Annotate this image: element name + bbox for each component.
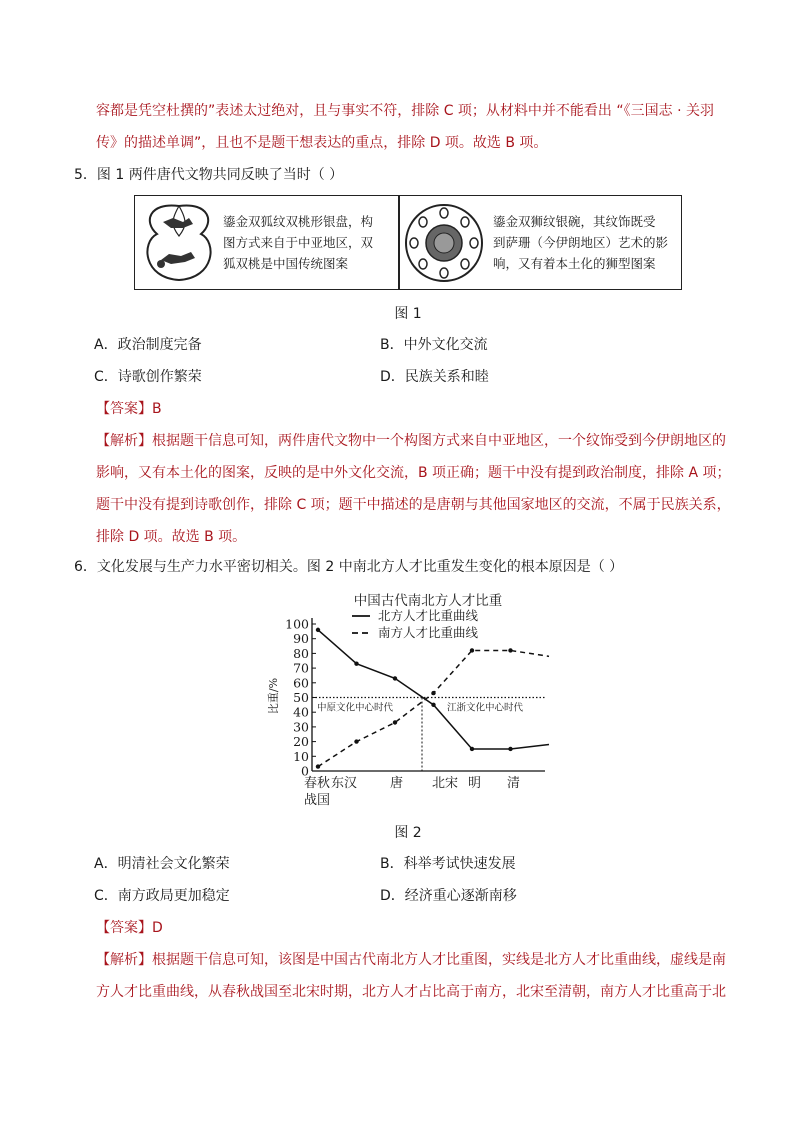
q5-option-b[interactable]: B．中外文化交流 bbox=[380, 337, 488, 353]
figure-1-right-desc-line-2: 到萨珊（今伊朗地区）艺术的影 bbox=[493, 235, 669, 250]
figure-1-right-desc-line-3: 响，又有着本土化的狮型图案 bbox=[493, 256, 656, 271]
prev-analysis-line-2: 传》的描述单调”，且也不是题干想表达的重点，排除 D 项。故选 B 项。 bbox=[96, 135, 548, 151]
x-tick-label-2: 唐 bbox=[390, 776, 404, 791]
figure-1-divider bbox=[398, 196, 400, 289]
q6-analysis-line-1: 【解析】根据题干信息可知，该图是中国古代南北方人才比重图，实线是北方人才比重曲线，虚线是南 bbox=[96, 952, 726, 968]
figure-1-left-desc-line-3: 狐双桃是中国传统图案 bbox=[223, 256, 349, 271]
y-tick-label-6: 60 bbox=[293, 675, 309, 691]
y-tick-label-9: 90 bbox=[293, 631, 309, 647]
q5-option-d[interactable]: D．民族关系和睦 bbox=[380, 369, 489, 385]
y-tick-label-0: 0 bbox=[301, 763, 309, 779]
q6-analysis-line-2: 方人才比重曲线，从春秋战国至北宋时期，北方人才占比高于南方，北宋至清朝，南方人才比重高于北 bbox=[96, 984, 726, 1000]
q5-option-c[interactable]: C．诗歌创作繁荣 bbox=[94, 369, 202, 385]
figure-1-right-desc-line-1: 鎏金双狮纹银碗，其纹饰既受 bbox=[493, 214, 656, 229]
q5-option-a[interactable]: A．政治制度完备 bbox=[94, 337, 202, 353]
q6-answer: 【答案】D bbox=[96, 920, 163, 936]
y-tick-label-10: 100 bbox=[285, 616, 309, 632]
legend-label-1: 南方人才比重曲线 bbox=[378, 625, 479, 640]
series-0-point-4 bbox=[470, 747, 474, 751]
prev-analysis-line-1: 容都是凭空杜撰的”表述太过绝对，且与事实不符，排除 C 项；从材料中并不能看出 “《三国志 · 关羽 bbox=[96, 103, 714, 119]
q5-analysis-line-2: 影响，又有本土化的图案，反映的是中外文化交流，B 项正确；题干中没有提到政治制度，排除 A 项； bbox=[96, 465, 731, 481]
x-tick-label-0a: 春秋 bbox=[304, 776, 331, 791]
series-0-point-2 bbox=[393, 676, 397, 680]
series-1-point-0 bbox=[316, 764, 320, 768]
series-1-point-1 bbox=[354, 739, 358, 743]
series-1-point-5 bbox=[508, 648, 512, 652]
figure-2-caption: 图 2 bbox=[394, 825, 422, 841]
y-tick-label-7: 70 bbox=[293, 660, 309, 676]
series-1-point-3 bbox=[431, 691, 435, 695]
series-1-point-4 bbox=[470, 648, 474, 652]
y-tick-label-5: 50 bbox=[293, 690, 309, 705]
silver-bowl-icon bbox=[403, 200, 485, 286]
q6-option-b[interactable]: B．科举考试快速发展 bbox=[380, 856, 516, 872]
chart-title: 中国古代南北方人才比重 bbox=[353, 593, 503, 609]
annotation-right: 江浙文化中心时代 bbox=[447, 702, 524, 714]
silver-plate-icon bbox=[139, 200, 219, 286]
figure-1-caption: 图 1 bbox=[394, 306, 422, 322]
figure-1 bbox=[134, 195, 682, 290]
q6-option-c[interactable]: C．南方政局更加稳定 bbox=[94, 888, 230, 904]
q5-analysis-line-1: 【解析】根据题干信息可知，两件唐代文物中一个构图方式来自中亚地区，一个纹饰受到今伊朗地区的 bbox=[96, 433, 726, 449]
q6-option-d[interactable]: D．经济重心逐渐南移 bbox=[380, 888, 517, 904]
x-tick-label-3: 北宋 bbox=[432, 776, 459, 791]
series-line-0 bbox=[318, 630, 549, 749]
figure-1-left-desc-line-1: 鎏金双狐纹双桃形银盘，构 bbox=[223, 214, 374, 229]
y-tick-label-3: 30 bbox=[293, 719, 309, 735]
y-axis-label: 比重/% bbox=[267, 677, 280, 715]
series-line-1 bbox=[318, 650, 549, 766]
y-tick-label-1: 10 bbox=[293, 748, 309, 764]
x-tick-label-1: 东汉 bbox=[331, 776, 358, 791]
series-1-point-2 bbox=[393, 720, 397, 724]
q5-answer: 【答案】B bbox=[96, 401, 162, 417]
x-tick-label-0b: 战国 bbox=[304, 793, 331, 808]
series-0-point-5 bbox=[508, 747, 512, 751]
legend-label-0: 北方人才比重曲线 bbox=[378, 608, 479, 623]
annotation-left: 中原文化中心时代 bbox=[317, 702, 394, 714]
x-tick-label-4: 明 bbox=[468, 776, 482, 791]
question-6-stem: 6．文化发展与生产力水平密切相关。图 2 中南北方人才比重发生变化的根本原因是（ ） bbox=[74, 559, 624, 575]
y-tick-label-4: 40 bbox=[293, 704, 309, 720]
series-0-point-1 bbox=[354, 661, 358, 665]
figure-1-left-desc-line-2: 图方式来自于中亚地区，双 bbox=[223, 235, 374, 250]
series-0-point-3 bbox=[431, 703, 435, 707]
y-tick-label-2: 20 bbox=[293, 734, 309, 750]
y-tick-label-8: 80 bbox=[293, 645, 309, 661]
q6-option-a[interactable]: A．明清社会文化繁荣 bbox=[94, 856, 230, 872]
question-5-stem: 5．图 1 两件唐代文物共同反映了当时（ ） bbox=[74, 167, 344, 183]
q5-analysis-line-4: 排除 D 项。故选 B 项。 bbox=[96, 529, 247, 545]
x-tick-label-5: 清 bbox=[507, 776, 521, 791]
q5-analysis-line-3: 题干中没有提到诗歌创作，排除 C 项；题干中描述的是唐朝与其他国家地区的交流，不属于民族关系， bbox=[96, 497, 731, 513]
series-0-point-0 bbox=[316, 628, 320, 632]
